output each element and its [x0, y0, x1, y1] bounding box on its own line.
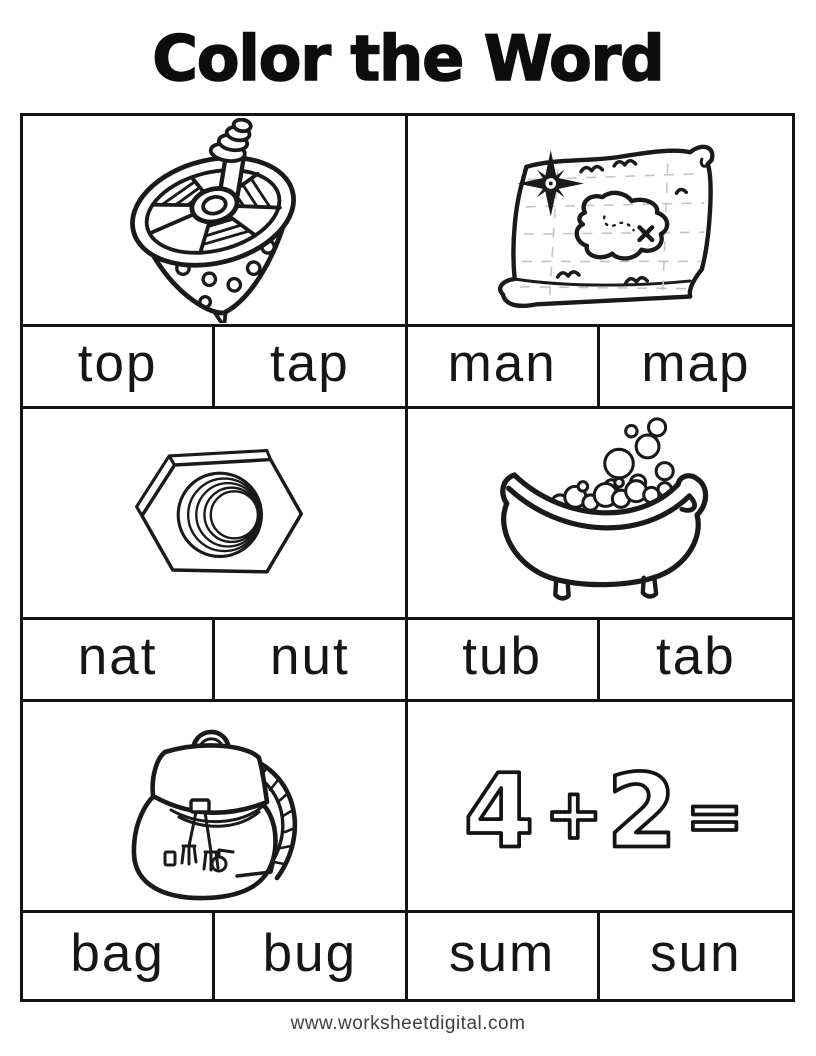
word-label: sum — [449, 923, 556, 983]
word-cell-tub[interactable] — [408, 620, 600, 702]
picture-cell-spinning-top — [23, 116, 408, 327]
word-cell-bug[interactable] — [215, 913, 407, 999]
equation-addend2: 2 — [606, 752, 677, 869]
word-cell-nat[interactable] — [23, 620, 215, 702]
word-label: bug — [262, 923, 358, 983]
word-label: nut — [270, 627, 350, 686]
word-label: top — [77, 334, 158, 393]
equation-plus-sign: + — [544, 773, 603, 855]
word-cell-tap[interactable] — [215, 327, 407, 409]
word-cell-top[interactable] — [23, 327, 215, 409]
word-cell-map[interactable] — [600, 327, 792, 409]
word-cell-man[interactable] — [408, 327, 600, 409]
picture-cell-backpack — [23, 702, 408, 913]
word-cell-sum[interactable] — [408, 913, 600, 999]
word-cell-tab[interactable] — [600, 620, 792, 702]
backpack-image — [96, 706, 331, 906]
word-label: tub — [462, 627, 542, 686]
page-title: Color the Word — [152, 22, 664, 95]
word-label: tap — [270, 334, 350, 393]
word-label: nat — [77, 627, 158, 686]
picture-cell-hex-nut — [23, 409, 408, 620]
word-label: tab — [656, 627, 736, 686]
treasure-map-image — [467, 123, 732, 318]
word-cell-bag[interactable] — [23, 913, 215, 999]
equation-equals-sign: = — [685, 775, 744, 857]
spinning-top-image — [81, 118, 346, 323]
word-label: map — [641, 334, 751, 393]
equation-addend1: 4 — [463, 752, 535, 869]
sum-equation-image — [445, 743, 755, 869]
worksheet-grid — [20, 113, 795, 1002]
bathtub-image — [465, 416, 735, 611]
hex-nut-image — [106, 427, 321, 599]
picture-cell-sum-equation — [408, 702, 793, 913]
word-label: bag — [70, 923, 165, 983]
picture-cell-treasure-map — [408, 116, 793, 327]
word-label: sun — [650, 923, 742, 983]
word-cell-nut[interactable] — [215, 620, 407, 702]
word-cell-sun[interactable] — [600, 913, 792, 999]
picture-cell-bathtub — [408, 409, 793, 620]
word-label: man — [447, 334, 557, 393]
website-url: www.worksheetdigital.com — [290, 1013, 526, 1034]
